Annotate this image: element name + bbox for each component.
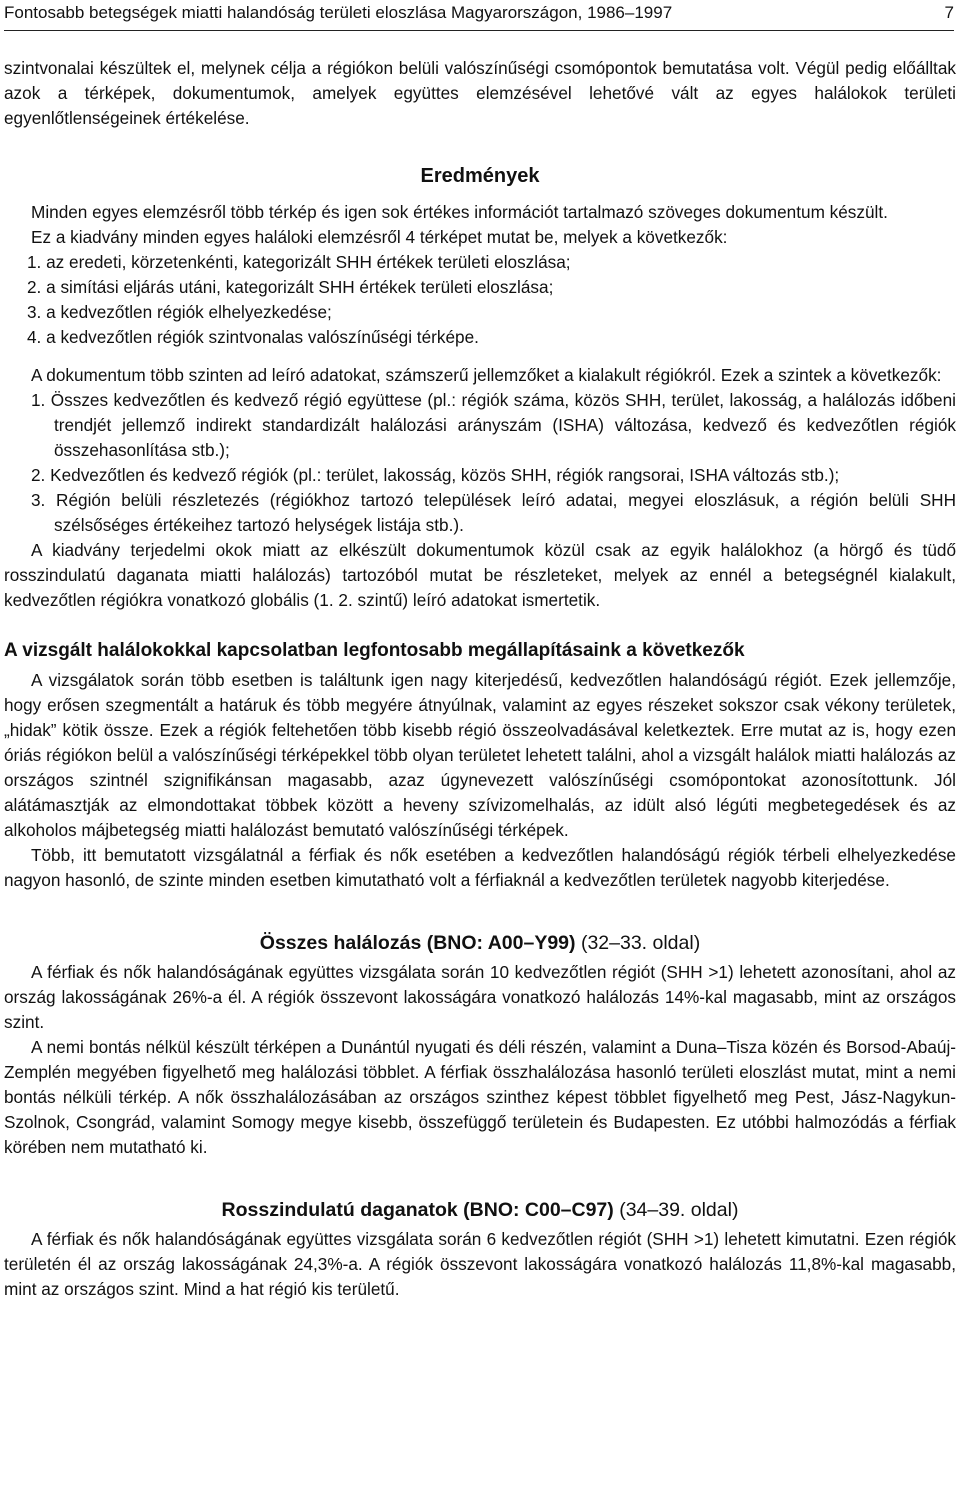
results-paragraph-2: Ez a kiadvány minden egyes haláloki elemzésről 4 térképet mutat be, melyek a következők:: [31, 227, 728, 247]
cancer-heading-pages: (34–39. oldal): [613, 1199, 739, 1221]
all-causes-paragraph-2: A nemi bontás nélkül készült térképen a Dunántúl nyugati és déli részén, valamint a Duna–Tisza közén és Borsod-Abaúj-Zemplén megyében figyelhető meg halálozási többlet. A férfiak összhalálozása hasonló területi eloszlást mutat, mint a nemi bontás nélküli térkép. A nők összhalálozásában az országos szinthez képest többlet figyelhető meg Pest, Jász-Nagykun-Szolnok, Csongrád, valamint Somogy megye kisebb, összefüggő területein és Budapesten. Ez utóbbi halmozódás a férfiak körében nem mutatható ki.: [4, 1037, 956, 1157]
all-causes-heading-title: Összes halálozás (BNO: A00–Y99): [259, 932, 576, 954]
all-causes-heading-pages: (32–33. oldal): [575, 932, 701, 954]
findings-paragraph-1: A vizsgálatok során több esetben is találtunk igen nagy kiterjedésű, kedvezőtlen halandóságú régiót. Ezek jellemzője, hogy erősen szegmentált a határuk és több megyére átnyúlnak, valamint az egyes részeket sokszor csak vékony területek, „hidak” kötik össze. Ezek a régiók feltehetően több kisebb régió összeolvadásával keletkeztek. Erre mutat az is, hogy ezen óriás régiókon belül a valószínűségi térképekkel több olyan területet lehetett találni, ahol a vizsgált halálok miatti halálozás az országos szintnél szignifikánsan magasabb, azaz úgynevezett valószínűségi csomópontokat azonosítottunk. Jól alátámasztják az elmondottakat többek között a heveny szívizomelhalás, az idült alsó légúti megbetegedések és az alkoholos májbetegség miatti halálozást bemutató valószínűségi térképek.: [4, 670, 956, 840]
all-causes-paragraph-1: A férfiak és nők halandóságának együttes vizsgálata során 10 kedvezőtlen régiót (SHH >1) lehetett azonosítani, ahol az ország lakosságának 26%-a él. A régiók összevont lakosságára vonatkozó halálozás 14%-kal magasabb, mint az országos szint.: [4, 962, 956, 1032]
all-causes-heading: [4, 930, 956, 956]
levels-list-item: 2. Kedvezőtlen és kedvező régiók (pl.: terület, lakosság, közös SHH, régiók rangsorai, ISHA változás stb.);: [31, 465, 840, 485]
page-content: [4, 56, 956, 1302]
results-paragraph-1: Minden egyes elemzésről több térkép és igen sok értékes információt tartalmazó szöveges dokumentum készült.: [31, 202, 888, 222]
results-paragraph-3: A dokumentum több szinten ad leíró adatokat, számszerű jellemzőket a kialakult régiókról. Ezek a szintek a következők:: [31, 365, 942, 385]
findings-heading: A vizsgált halálokokkal kapcsolatban legfontosabb megállapításaink a következők: [4, 640, 745, 661]
running-header: [4, 0, 954, 31]
maps-list-item: 3. a kedvezőtlen régiók elhelyezkedése;: [27, 302, 332, 322]
results-heading: Eredmények: [420, 165, 540, 187]
page-number: 7: [944, 3, 954, 22]
maps-list-item: 1. az eredeti, körzetenkénti, kategorizált SHH értékek területi eloszlása;: [27, 252, 571, 272]
results-paragraph-4: A kiadvány terjedelmi okok miatt az elkészült dokumentumok közül csak az egyik halálokhoz (a hörgő és tüdő rosszindulatú daganata miatti halálozás) tartozóból mutat be részleteket, melyek az ennél a betegségnél kialakult, kedvezőtlen régiókra vonatkozó globális (1. 2. szintű) leíró adatokat ismertetik.: [4, 540, 956, 610]
maps-list-item: 2. a simítási eljárás utáni, kategorizált SHH értékek területi eloszlása;: [27, 277, 554, 297]
cancer-heading: [4, 1197, 956, 1223]
intro-paragraph: szintvonalai készültek el, melynek célja a régiókon belüli valószínűségi csomópontok bemutatása volt. Végül pedig előálltak azok a térképek, dokumentumok, amelyek együttes elemzésével lehetővé vált az egyes halálokok területi egyenlőtlenségeinek értékelése.: [4, 58, 956, 128]
findings-paragraph-2: Több, itt bemutatott vizsgálatnál a férfiak és nők esetében a kedvezőtlen halandóságú régiók térbeli elhelyezkedése nagyon hasonló, de szinte minden esetben kimutatható volt a férfiaknál a kedvezőtlen területek nagyobb kiterjedése.: [4, 845, 956, 890]
maps-list-item: 4. a kedvezőtlen régiók szintvonalas valószínűségi térképe.: [27, 327, 479, 347]
levels-list-item: 3. Régión belüli részletezés (régiókhoz tartozó települések leíró adatai, megyei eloszlásuk, a régión belüli SHH szélsőséges értékeihez tartozó helységek listája stb.).: [31, 490, 956, 535]
cancer-heading-title: Rosszindulatú daganatok (BNO: C00–C97): [221, 1199, 614, 1221]
levels-list-item: 1. Összes kedvezőtlen és kedvező régió együttese (pl.: régiók száma, közös SHH, terület, lakosság, a halálozás időbeni trendjét jellemző indirekt standardizált halálozási arányszám (ISHA) változása, kedvező és kedvezőtlen régiók összehasonlítása stb.);: [31, 390, 956, 460]
running-title: Fontosabb betegségek miatti halandóság területi eloszlása Magyarországon, 1986–1997: [4, 3, 673, 22]
cancer-paragraph-1: A férfiak és nők halandóságának együttes vizsgálata során 6 kedvezőtlen régiót (SHH >1) lehetett kimutatni. Ezen régiók területén él az ország lakosságának 24,3%-a. A régiók összevont lakosságára vonatkozó halálozás 11,8%-kal magasabb, mint az országos szint. Mind a hat régió kis területű.: [4, 1229, 956, 1299]
